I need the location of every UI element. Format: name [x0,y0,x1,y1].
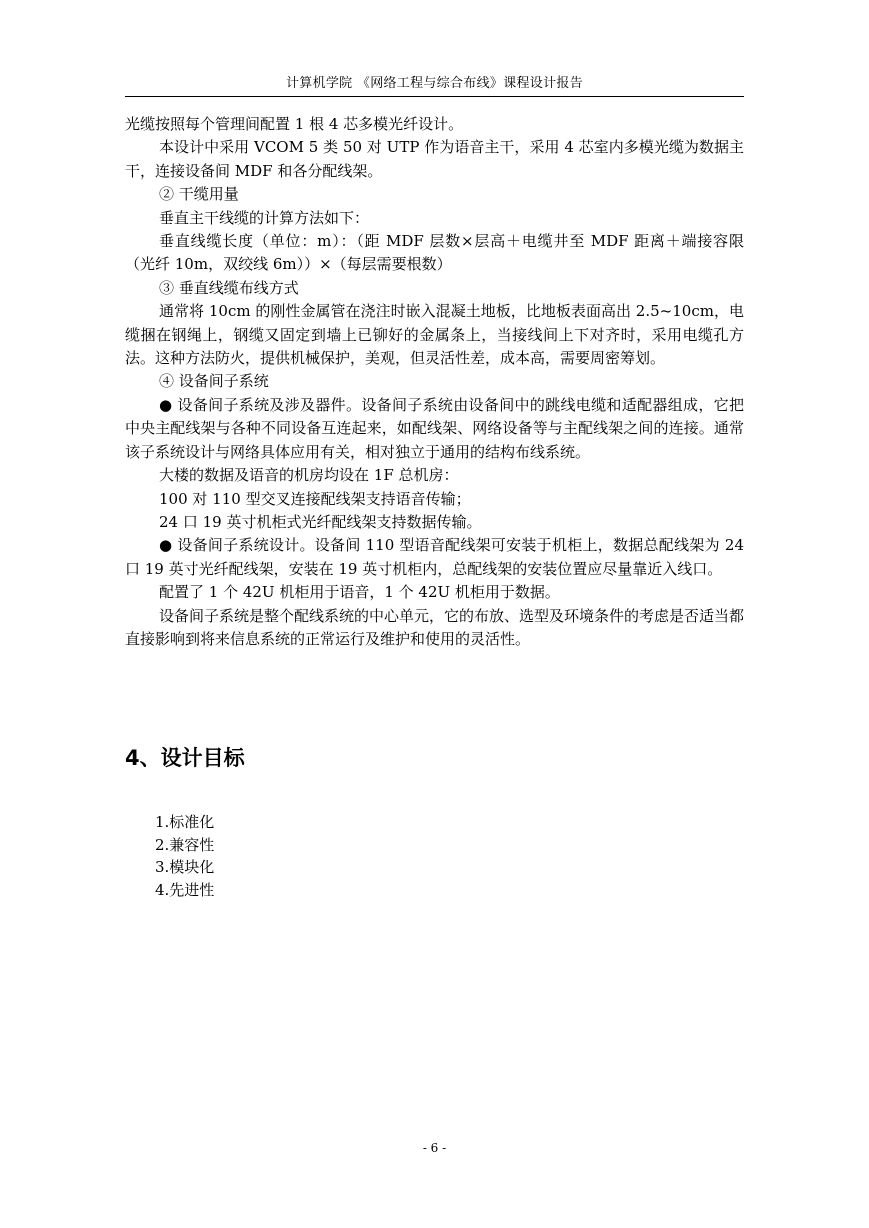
list-item: 3.模块化 [155,858,215,876]
subheading: ③ 垂直线缆布线方式 [159,278,299,297]
paragraph: 本设计中采用 VCOM 5 类 50 对 UTP 作为语音主干，采用 4 芯室内多模光缆为数据主干，连接设备间 MDF 和各分配线架。 [125,138,744,180]
body-text [125,113,744,651]
list-item: 4.先进性 [155,880,215,899]
paragraph: 24 口 19 英寸机柜式光纤配线架支持数据传输。 [159,512,482,531]
goals-list [155,811,214,901]
section-heading: 4、设计目标 [125,746,245,770]
page-header: 计算机学院 《网络工程与综合布线》课程设计报告 [285,76,584,91]
paragraph: 大楼的数据及语音的机房均设在 1F 总机房： [159,466,459,485]
subheading: ② 干缆用量 [159,185,239,204]
page-number: - 6 - [422,1141,447,1155]
paragraph: 垂直主干线缆的计算方法如下： [159,208,370,227]
paragraph: 设备间子系统是整个配线系统的中心单元，它的布放、选型及环境条件的考虑是否适当都直接影响到将来信息系统的正常运行及维护和使用的灵活性。 [125,606,745,648]
paragraph: 光缆按照每个管理间配置 1 根 4 芯多模光纤设计。 [125,115,464,133]
paragraph: 配置了 1 个 42U 机柜用于语音，1 个 42U 机柜用于数据。 [159,583,560,602]
paragraph: 通常将 10cm 的刚性金属管在浇注时嵌入混凝土地板，比地板表面高出 2.5~10cm，电缆捆在钢绳上，钢缆又固定到墙上已铆好的金属条上，当接线间上下对齐时，采用电缆孔方法。这种方法防火，提供机械保护，美观，但灵活性差，成本高，需要周密筹划。 [125,302,744,368]
header-divider [125,96,744,97]
list-item: 1.标准化 [155,813,215,831]
list-item: 2.兼容性 [155,835,215,854]
bullet-paragraph: ● 设备间子系统设计。设备间 110 型语音配线架可安装于机柜上，数据总配线架为 24 口 19 英寸光纤配线架，安装在 19 英寸机柜内，总配线架的安装位置应尽量靠近入线口。 [125,536,744,578]
paragraph: 100 对 110 型交叉连接配线架支持语音传输； [159,489,471,508]
bullet-paragraph: ● 设备间子系统及涉及器件。设备间子系统由设备间中的跳线电缆和适配器组成，它把中央主配线架与各种不同设备互连起来，如配线架、网络设备等与主配线架之间的连接。通常该子系统设计与网络具体应用有关，相对独立于通用的结构布线系统。 [125,395,744,461]
paragraph: 垂直线缆长度（单位：m）：（距 MDF 层数×层高＋电缆井至 MDF 距离＋端接容限（光纤 10m，双绞线 6m））×（每层需要根数） [125,232,744,274]
subheading: ④ 设备间子系统 [159,372,269,391]
